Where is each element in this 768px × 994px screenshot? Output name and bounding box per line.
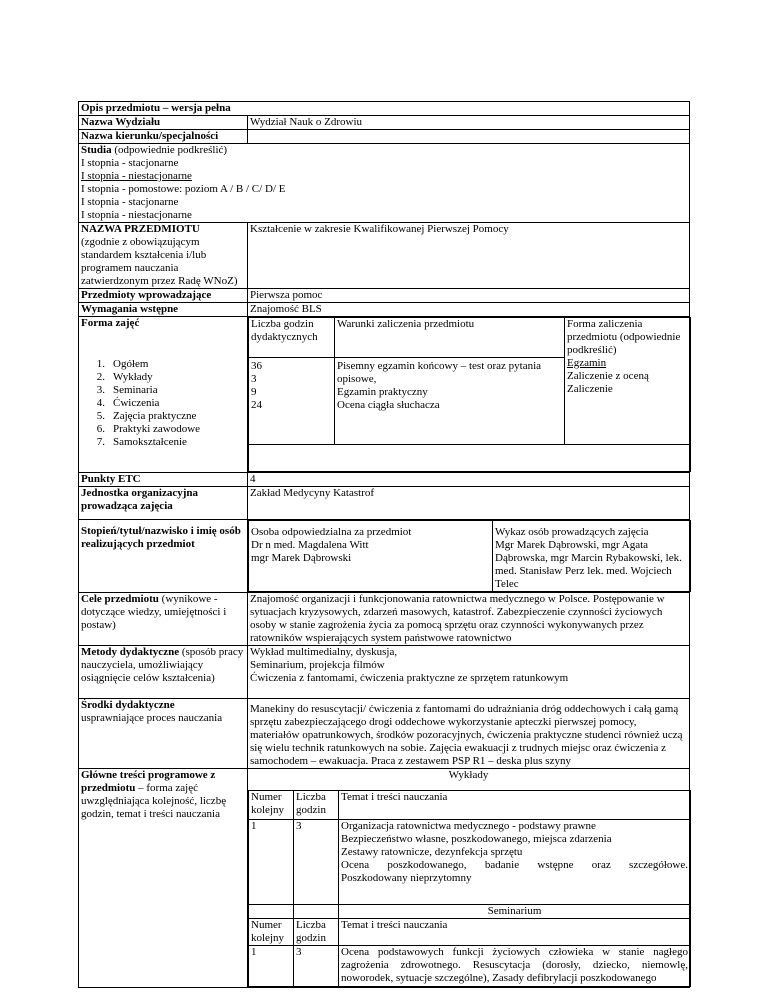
intro-subjects-value: Pierwsza pomoc <box>248 289 690 303</box>
condition-item: Egzamin praktyczny <box>337 386 428 398</box>
field-label: Nazwa kierunku/specjalności <box>79 130 248 144</box>
subject-value: Kształcenie w zakresie Kwalifikowanej Pierwszej Pomocy <box>248 223 690 289</box>
studies-label: Studia <box>81 144 112 156</box>
content-row <box>79 769 690 988</box>
responsible-header: Osoba odpowiedzialna za przedmiot <box>251 526 412 538</box>
forms-label-cell <box>79 317 248 473</box>
section-title-seminar: Seminarium <box>339 905 691 919</box>
seminar-num: 1 <box>249 946 294 987</box>
lectures-table <box>248 790 691 987</box>
forms-label: Forma zajęć <box>81 317 140 329</box>
form-item: 3. Seminaria <box>96 384 158 396</box>
subject-label: NAZWA PRZEDMIOTU <box>81 223 200 235</box>
goals-label-cell <box>79 593 248 646</box>
field-row <box>79 130 690 144</box>
forms-row <box>79 317 690 473</box>
credit-form-header: Forma zaliczenia przedmiotu (odpowiednie podkreślić) <box>567 318 681 356</box>
goals-label: Cele przedmiotu <box>81 593 159 605</box>
lecture-hours: 3 <box>294 820 339 905</box>
forms-detail-cell <box>248 317 690 473</box>
seminar-topics: Ocena podstawowych funkcji życiowych człowieka w stanie nagłego zagrożenia zdrowotnego. Resuscytacja (dorosły, dziecko, niemowlę, noworodek, sytuacje szczególne), Zasady defibrylacji poszkodowanego <box>339 946 691 987</box>
credit-form-cell <box>565 318 691 445</box>
hours-value: 36 <box>251 360 262 372</box>
ects-label: Punkty ETC <box>79 473 248 487</box>
unit-row <box>79 487 690 520</box>
goals-value: Znajomość organizacji i funkcjonowania ratownictwa medycznego w Polsce. Postępowanie w sytuacjach kryzysowych, zdarzeń masowych, katastrof. Zabezpieczenie czynności życiowych osoby w stanie zagrożenia życia za pomocą sprzętu oraz czynności wykonywanych przez ratowników wspierających system państwowe ratownictwo <box>248 593 690 646</box>
staff-label: Stopień/tytuł/nazwisko i imię osób realizujących przedmiot <box>79 520 248 593</box>
staff-cell <box>248 520 690 593</box>
intro-subjects-row <box>79 289 690 303</box>
credit-form-option: Zaliczenie z oceną <box>567 370 649 382</box>
studies-label-note: (odpowiednie podkreślić) <box>114 144 228 156</box>
conditions-header: Warunki zaliczenia przedmiotu <box>335 318 565 358</box>
studies-row <box>79 144 690 223</box>
methods-label-cell <box>79 646 248 699</box>
hours-values <box>249 358 335 445</box>
condition-item: Pisemny egzamin końcowy – test oraz pytania opisowe, <box>337 360 542 385</box>
intro-subjects-label: Przedmioty wprowadzające <box>79 289 248 303</box>
faculty-value: Wydział Nauk o Zdrowiu <box>248 116 690 130</box>
goals-label-note: (wynikowe - dotyczące wiedzy, umiejętności i postaw) <box>81 593 227 631</box>
hours-header: Liczba godzin dydaktycznych <box>249 318 335 358</box>
forms-grid <box>248 317 691 472</box>
methods-value <box>248 646 690 699</box>
credit-form-selected: Egzamin <box>567 357 607 369</box>
conditions-values <box>335 358 565 445</box>
tools-row <box>79 699 690 769</box>
ects-value: 4 <box>248 473 690 487</box>
goals-row <box>79 593 690 646</box>
method-line: Seminarium, projekcja filmów <box>250 659 385 671</box>
studies-option: I stopnia - niestacjonarne <box>81 209 192 221</box>
doc-title-row <box>79 102 690 116</box>
methods-label: Metody dydaktyczne <box>81 646 180 658</box>
tools-label-note: usprawniające proces nauczania <box>81 712 223 724</box>
topic-line: Poszkodowany nieprzytomny <box>341 872 472 884</box>
subject-label-cell <box>79 223 248 289</box>
studies-option-selected: I stopnia - niestacjonarne <box>81 170 192 182</box>
studies-option: I stopnia - stacjonarne <box>81 157 179 169</box>
requirements-value: Znajomość BLS <box>248 303 690 317</box>
col-hours-header: Liczba godzin <box>294 919 339 946</box>
col-topic-header: Temat i treści nauczania <box>339 791 691 820</box>
lecture-topics <box>339 820 691 905</box>
content-label-cell <box>79 769 248 988</box>
tools-value: Manekiny do resuscytacji/ ćwiczenia z fantomami do udrażniania dróg oddechowych i całą gamą sprzętu zabezpieczającego drogi oddechowe wykorzystanie apteczki pierwszej pomocy, materiałów opatrunkowych, środków pozoracyjnych, ćwiczenia praktyczne studenci również uczą się wielu technik ratunkowych na sobie. Zajęcia ewakuacji z trudnych miejsc oraz ćwiczenia z samochodem – ewakuacja. Praca z zestawem PSP R1 – deska plus szyny <box>248 699 690 769</box>
form-item: 4. Ćwiczenia <box>96 397 160 409</box>
studies-cell <box>79 144 690 223</box>
credit-form-option: Zaliczenie <box>567 383 613 395</box>
ects-row <box>79 473 690 487</box>
col-hours-header: Liczba godzin <box>294 791 339 820</box>
method-line: Wykład multimedialny, dyskusja, <box>250 646 398 658</box>
content-label-note: – forma zajęć uwzględniająca kolejność, liczbę godzin, temat i treści nauczania <box>81 782 227 820</box>
unit-label: Jednostka organizacyjna prowadząca zajęcia <box>79 487 248 520</box>
faculty-row <box>79 116 690 130</box>
responsible-person: mgr Marek Dąbrowski <box>251 552 352 564</box>
topic-line: Bezpieczeństwo własne, poszkodowanego, miejsca zdarzenia <box>341 833 612 845</box>
method-line: Ćwiczenia z fantomami, ćwiczenia praktyczne ze sprzętem ratunkowym <box>250 672 569 684</box>
seminar-hours: 3 <box>294 946 339 987</box>
subject-row <box>79 223 690 289</box>
unit-value: Zakład Medycyny Katastrof <box>248 487 690 520</box>
topic-line: Ocena poszkodowanego, badanie wstępne oraz szczegółowe. <box>341 859 688 871</box>
methods-row <box>79 646 690 699</box>
topic-line: Organizacja ratownictwa medycznego - podstawy prawne <box>341 820 596 832</box>
studies-option: I stopnia - pomostowe: poziom A / B / C/ D/ E <box>81 183 286 195</box>
col-num-header: Numer kolejny <box>249 791 294 820</box>
responsible-person: Dr n med. Magdalena Witt <box>251 539 369 551</box>
col-num-header: Numer kolejny <box>249 919 294 946</box>
doc-title: Opis przedmiotu – wersja pełna <box>79 102 690 116</box>
form-item: 2. Wykłady <box>96 371 153 383</box>
hours-value: 9 <box>251 386 257 398</box>
topic-line: Zestawy ratownicze, dezynfekcja sprzętu <box>341 846 523 858</box>
section-title-lectures: Wykłady <box>448 769 489 781</box>
subject-label-note: (zgodnie z obowiązującym standardem kształcenia i/lub programem nauczania zatwierdzonym przez Radę WNoZ) <box>81 236 238 287</box>
tools-label: Środki dydaktyczne <box>81 699 175 711</box>
staff-row <box>79 520 690 593</box>
hours-value: 3 <box>251 373 257 385</box>
content-cell <box>248 769 690 988</box>
requirements-row <box>79 303 690 317</box>
form-item: 6. Praktyki zawodowe <box>96 423 201 435</box>
forms-list <box>79 356 247 449</box>
subject-description-table <box>78 101 690 988</box>
tools-label-cell <box>79 699 248 769</box>
requirements-label: Wymagania wstępne <box>79 303 248 317</box>
responsible-cell <box>249 521 493 592</box>
form-item: 1. Ogółem <box>96 358 149 370</box>
hours-value: 24 <box>251 399 262 411</box>
form-item: 7. Samokształcenie <box>96 436 187 448</box>
faculty-label: Nazwa Wydziału <box>79 116 248 130</box>
field-value <box>248 130 690 144</box>
lecture-num: 1 <box>249 820 294 905</box>
methods-label-note: (sposób pracy nauczyciela, umożliwiający osiągnięcie celów kształcenia) <box>81 646 244 684</box>
col-topic-header: Temat i treści nauczania <box>339 919 691 946</box>
teachers-header: Wykaz osób prowadzących zajęcia <box>495 526 649 538</box>
condition-item: Ocena ciągła słuchacza <box>337 399 440 411</box>
teachers-list: Mgr Marek Dąbrowski, mgr Agata Dąbrowska, mgr Marcin Rybakowski, lek. med. Stanisław Perz lek. med. Wojciech Telec <box>495 539 682 590</box>
studies-option: I stopnia - stacjonarne <box>81 196 179 208</box>
teachers-cell <box>493 521 691 592</box>
content-label: Główne treści programowe z przedmiotu <box>81 769 216 794</box>
form-item: 5. Zajęcia praktyczne <box>96 410 197 422</box>
